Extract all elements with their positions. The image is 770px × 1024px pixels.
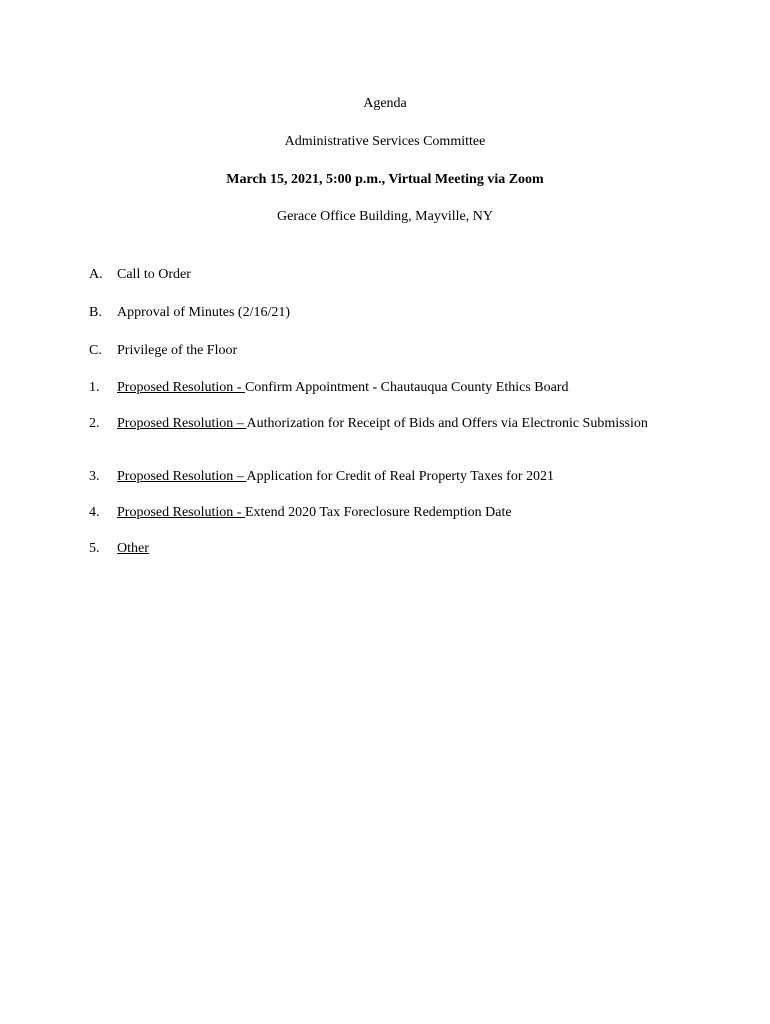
item-text: Approval of Minutes (2/16/21) <box>117 305 291 320</box>
resolution-link[interactable]: Proposed Resolution – <box>117 416 247 431</box>
meeting-location: Gerace Office Building, Mayville, NY <box>277 209 493 224</box>
other-link[interactable]: Other <box>117 541 149 556</box>
item-text: Confirm Appointment - Chautauqua County Ethics Board <box>244 380 569 395</box>
item-marker: A. <box>89 267 103 282</box>
item-text: Application for Credit of Real Property Taxes for 2021 <box>246 469 554 484</box>
meeting-datetime: March 15, 2021, 5:00 p.m., Virtual Meeting via Zoom <box>226 172 544 187</box>
item-marker: 3. <box>89 469 100 484</box>
agenda-title: Agenda <box>363 96 407 111</box>
resolution-link[interactable]: Proposed Resolution - <box>117 505 245 520</box>
item-marker: 5. <box>89 541 100 556</box>
resolution-link[interactable]: Proposed Resolution – <box>117 469 247 484</box>
item-marker: 1. <box>89 380 100 395</box>
item-marker: B. <box>89 305 102 320</box>
item-text: Privilege of the Floor <box>117 343 238 358</box>
item-marker: 2. <box>89 416 100 431</box>
committee-name: Administrative Services Committee <box>284 134 486 149</box>
item-marker: 4. <box>89 505 100 520</box>
item-text: Authorization for Receipt of Bids and Offers via Electronic Submission <box>246 416 648 431</box>
item-marker: C. <box>89 343 102 358</box>
item-text: Extend 2020 Tax Foreclosure Redemption Date <box>244 505 512 520</box>
item-text: Call to Order <box>117 267 191 282</box>
resolution-link[interactable]: Proposed Resolution - <box>117 380 245 395</box>
